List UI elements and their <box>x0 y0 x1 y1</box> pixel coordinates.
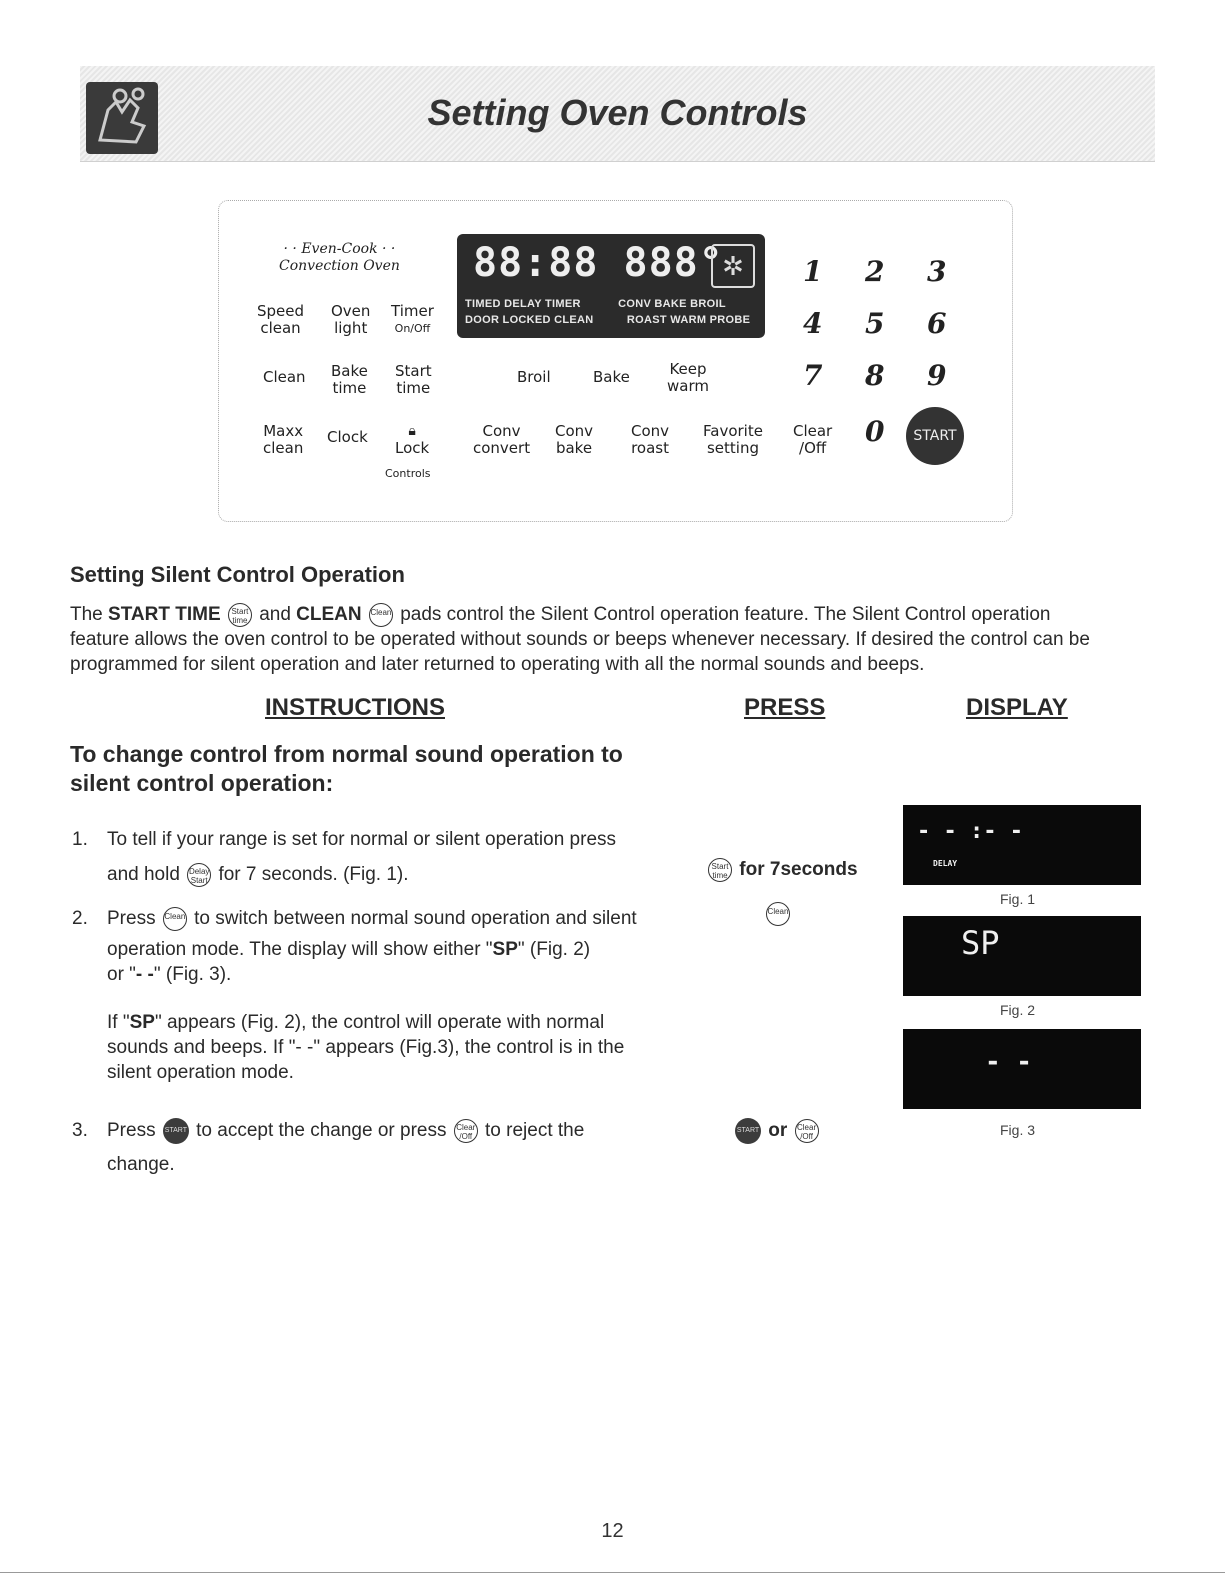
pad-label: roast <box>631 439 669 457</box>
bake-pad[interactable]: Bake <box>593 368 630 386</box>
brand-label <box>279 241 400 275</box>
lcd-indicator-text: TIMED DELAY TIMER <box>465 298 581 310</box>
clean-key-icon: Clean <box>766 902 790 926</box>
step-line <box>107 906 707 931</box>
broil-pad[interactable]: Broil <box>517 368 551 386</box>
timer-pad[interactable] <box>391 303 434 337</box>
step-3-number: 3. <box>72 1120 88 1141</box>
silent-mode-note <box>107 1010 707 1085</box>
page-number: 12 <box>601 1520 624 1542</box>
text: operation mode. The display will show either " <box>107 939 493 960</box>
note-line: sounds and beeps. If "- -" appears (Fig.3), the control is in the <box>107 1037 625 1058</box>
start-key-icon: START <box>163 1118 189 1144</box>
brand-line-1: · · Even-Cook · · <box>283 241 396 257</box>
sp-bold: SP <box>129 1012 155 1033</box>
step-line <box>107 1118 707 1144</box>
pad-label: time <box>396 379 431 397</box>
lcd-indicator-text: ROAST WARM PROBE <box>626 314 751 326</box>
pad-label: clean <box>260 319 301 337</box>
bottom-divider <box>0 1572 1225 1573</box>
step-line: To tell if your range is set for normal or silent operation press <box>107 829 617 850</box>
display-header: DISPLAY <box>966 694 1068 721</box>
intro-line-1 <box>70 602 1150 627</box>
start-key[interactable]: START <box>906 407 964 465</box>
or-text: or <box>768 1120 788 1142</box>
fig-2-caption: Fig. 2 <box>1000 1002 1036 1018</box>
number-key-1[interactable]: 1 <box>803 255 823 288</box>
intro-line-3: programmed for silent operation and later returned to operating with all the normal sounds and beeps. <box>70 654 925 675</box>
text: " (Fig. 2) <box>517 939 591 960</box>
step-2-number: 2. <box>72 908 88 929</box>
press-step-1 <box>706 858 858 882</box>
text: If " <box>107 1012 130 1033</box>
clean-pad[interactable]: Clean <box>263 368 306 386</box>
lcd-digits: 88:88 888° <box>473 240 724 286</box>
controls-label: Controls <box>385 467 431 480</box>
subtitle-line: To change control from normal sound operation to <box>70 741 623 767</box>
press-step-3 <box>733 1118 821 1144</box>
lcd-display <box>457 234 765 338</box>
step-3-text <box>107 1118 707 1177</box>
pad-label: Keep <box>669 360 707 378</box>
lcd-indicator-text: CONV BAKE BROIL <box>618 298 726 310</box>
text: and hold <box>107 864 186 885</box>
key-label: Start <box>231 606 249 616</box>
delay-indicator: DELAY <box>933 859 958 868</box>
lcd-indicators-row2 <box>465 314 750 326</box>
clock-pad[interactable]: Clock <box>327 428 368 446</box>
pad-label: On/Off <box>394 322 431 335</box>
pad-label: Conv <box>555 422 594 440</box>
key-label: Start <box>190 875 208 885</box>
text: to accept the change or press <box>190 1120 452 1142</box>
clean-key-icon: Clean <box>369 603 393 627</box>
step-1-text <box>107 827 707 887</box>
number-key-8[interactable]: 8 <box>865 359 885 392</box>
step-line <box>107 937 707 962</box>
key-label: Clear <box>456 1123 476 1132</box>
fig-3-caption: Fig. 3 <box>1000 1122 1036 1138</box>
header-banner <box>80 66 1155 162</box>
brand-line-2: Convection Oven <box>279 258 400 274</box>
fig-1-caption: Fig. 1 <box>1000 891 1036 907</box>
intro-line-2: feature allows the oven control to be operated without sounds or beeps whenever necessary. If desired the control can be <box>70 629 1090 650</box>
pad-label: Start <box>395 362 432 380</box>
key-label: time <box>232 615 248 625</box>
pad-label: time <box>332 379 367 397</box>
pad-label: bake <box>555 439 593 457</box>
clear-off-pad[interactable] <box>793 423 832 457</box>
note-line <box>107 1010 707 1035</box>
key-label: Clear <box>797 1123 817 1132</box>
step-1-number: 1. <box>72 829 88 850</box>
pad-label: light <box>334 319 368 337</box>
pad-label: Oven <box>331 302 371 320</box>
pad-label: Speed <box>257 302 305 320</box>
clean-key-icon: Clean <box>163 907 187 931</box>
number-key-0[interactable]: 0 <box>865 415 885 448</box>
text: and <box>259 604 297 625</box>
pad-label: Clear <box>793 422 833 440</box>
pad-label: clean <box>263 439 304 457</box>
keep-warm-pad[interactable] <box>667 361 709 395</box>
display-text: SP <box>961 924 1000 962</box>
instructions-header: INSTRUCTIONS <box>265 694 445 721</box>
lock-icon: 🔒︎ <box>408 423 416 439</box>
display-text: - - :- - <box>917 819 1023 844</box>
pad-label: convert <box>473 439 531 457</box>
note-line: silent operation mode. <box>107 1062 294 1083</box>
number-key-3[interactable]: 3 <box>927 255 947 288</box>
pad-label: Bake <box>331 362 368 380</box>
pad-label: Lock <box>395 439 430 457</box>
text: to reject the <box>479 1120 585 1142</box>
dashes-bold: - - <box>135 964 154 985</box>
pad-label: Conv <box>631 422 670 440</box>
clear-off-key-icon <box>795 1119 819 1143</box>
fan-icon: ✲ <box>711 244 755 288</box>
start-key-icon: START <box>735 1118 761 1144</box>
conv-convert-pad[interactable] <box>473 423 530 457</box>
text: pads control the Silent Control operation feature. The Silent Control operation <box>400 604 1051 625</box>
number-key-6[interactable]: 6 <box>927 307 947 340</box>
start-time-bold: START TIME <box>108 604 221 625</box>
oven-control-panel <box>218 200 1013 522</box>
step-2-text <box>107 906 707 987</box>
pad-label: setting <box>706 439 759 457</box>
key-label: /Off <box>800 1132 813 1141</box>
lcd-indicator-text: DOOR LOCKED CLEAN <box>465 314 594 326</box>
start-time-key-icon <box>708 858 732 882</box>
pad-label: Conv <box>482 422 521 440</box>
display-fig-1 <box>903 805 1141 885</box>
maxx-clean-pad[interactable] <box>263 423 303 457</box>
start-time-key-icon <box>228 603 252 627</box>
step-line: change. <box>107 1154 175 1175</box>
pad-label: Timer <box>391 302 434 320</box>
intro-paragraph <box>70 602 1150 677</box>
pad-label: Maxx <box>263 422 304 440</box>
text: Press <box>107 908 161 929</box>
bake-time-pad[interactable] <box>331 363 368 397</box>
key-label: time <box>712 871 728 880</box>
number-key-5[interactable]: 5 <box>865 307 885 340</box>
press-header: PRESS <box>744 694 826 721</box>
favorite-setting-pad[interactable] <box>703 423 763 457</box>
clean-bold: CLEAN <box>296 604 362 625</box>
key-label: /Off <box>459 1132 473 1141</box>
speed-clean-pad[interactable] <box>257 303 304 337</box>
conv-roast-pad[interactable] <box>631 423 669 457</box>
start-time-pad[interactable] <box>395 363 432 397</box>
number-key-7[interactable]: 7 <box>803 359 823 392</box>
display-fig-2 <box>903 916 1141 996</box>
clear-off-key-icon <box>454 1119 478 1143</box>
for-seven-seconds-text: for 7seconds <box>739 859 858 881</box>
subsection-title <box>70 740 710 798</box>
step-line <box>107 862 707 887</box>
text: " (Fig. 3). <box>153 964 232 985</box>
text: to switch between normal sound operation and silent <box>188 908 637 929</box>
lcd-indicators-row1 <box>465 298 726 310</box>
conv-bake-pad[interactable] <box>555 423 593 457</box>
text: " appears (Fig. 2), the control will operate with normal <box>154 1012 605 1033</box>
press-step-2 <box>764 902 792 926</box>
display-text: - - <box>985 1047 1032 1077</box>
lock-pad[interactable] <box>395 423 429 457</box>
text: or " <box>107 964 136 985</box>
pad-label: Favorite <box>703 422 763 440</box>
subtitle-line: silent control operation: <box>70 770 334 796</box>
number-key-9[interactable]: 9 <box>927 359 947 392</box>
text: Press <box>107 1120 161 1142</box>
text: for 7 seconds. (Fig. 1). <box>213 864 409 885</box>
page-title: Setting Oven Controls <box>427 92 808 133</box>
display-fig-3 <box>903 1029 1141 1109</box>
section-title: Setting Silent Control Operation <box>70 562 405 587</box>
text: The <box>70 604 109 625</box>
delay-start-key-icon <box>187 863 211 887</box>
oven-light-pad[interactable] <box>331 303 370 337</box>
key-label: Start <box>711 862 729 871</box>
number-key-4[interactable]: 4 <box>803 307 823 340</box>
pad-label: warm <box>667 377 709 395</box>
key-label: Delay <box>188 866 210 876</box>
number-key-2[interactable]: 2 <box>865 255 885 288</box>
pad-label: /Off <box>799 439 827 457</box>
step-line <box>107 962 707 987</box>
sp-bold: SP <box>492 939 518 960</box>
